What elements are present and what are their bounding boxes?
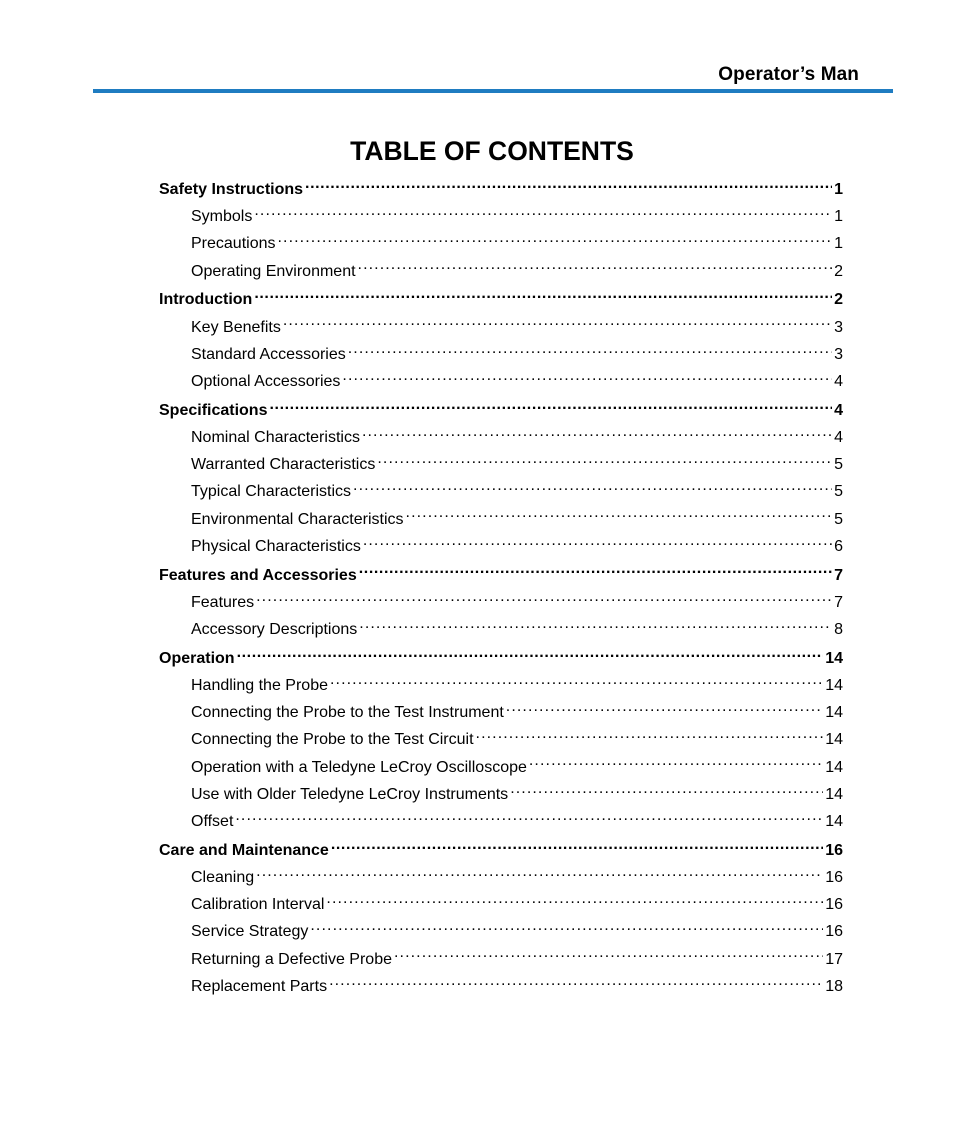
toc-section-entry[interactable] bbox=[159, 286, 843, 313]
toc-entry-page-number: 4 bbox=[834, 429, 843, 447]
toc-entry-page-number: 7 bbox=[834, 566, 843, 584]
toc-entry-page-number: 1 bbox=[834, 181, 843, 198]
header-rule bbox=[93, 89, 893, 93]
toc-subsection-entry[interactable] bbox=[159, 616, 843, 643]
toc-dot-leader bbox=[254, 288, 832, 304]
toc-section-entry[interactable] bbox=[159, 562, 843, 589]
toc-dot-leader bbox=[510, 783, 823, 799]
toc-entry-label: Operation bbox=[159, 649, 235, 667]
toc-entry-label: Features bbox=[191, 593, 255, 611]
toc-dot-leader bbox=[310, 920, 823, 936]
toc-dot-leader bbox=[359, 564, 832, 580]
toc-subsection-entry[interactable] bbox=[159, 230, 843, 257]
toc-dot-leader bbox=[348, 343, 832, 359]
toc-entry-page-number: 4 bbox=[834, 373, 843, 391]
toc-dot-leader bbox=[330, 674, 823, 690]
toc-entry-page-number: 16 bbox=[825, 841, 843, 859]
toc-dot-leader bbox=[254, 205, 832, 221]
toc-entry-label: Typical Characteristics bbox=[191, 483, 352, 501]
toc-entry-page-number: 1 bbox=[834, 208, 843, 226]
toc-subsection-entry[interactable] bbox=[159, 891, 843, 918]
toc-entry-label: Returning a Defective Probe bbox=[191, 950, 392, 968]
toc-dot-leader bbox=[377, 453, 832, 469]
running-header-title: Operator’s Man bbox=[718, 64, 859, 85]
toc-entry-label: Specifications bbox=[159, 401, 268, 419]
toc-entry-label: Physical Characteristics bbox=[191, 537, 361, 555]
toc-entry-label: Calibration Interval bbox=[191, 896, 325, 914]
toc-entry-label: Cleaning bbox=[191, 869, 255, 887]
toc-entry-page-number: 14 bbox=[825, 813, 843, 831]
toc-list bbox=[159, 176, 843, 1000]
toc-entry-page-number: 7 bbox=[834, 593, 843, 611]
toc-entry-label: Environmental Characteristics bbox=[191, 510, 404, 528]
toc-section-entry[interactable] bbox=[159, 176, 843, 203]
toc-entry-page-number: 2 bbox=[834, 262, 843, 280]
toc-subsection-entry[interactable] bbox=[159, 341, 843, 368]
toc-entry-label: Precautions bbox=[191, 235, 276, 253]
toc-dot-leader bbox=[269, 399, 832, 415]
toc-subsection-entry[interactable] bbox=[159, 808, 843, 835]
toc-subsection-entry[interactable] bbox=[159, 478, 843, 505]
toc-entry-page-number: 14 bbox=[825, 785, 843, 803]
toc-entry-page-number: 3 bbox=[834, 318, 843, 336]
toc-dot-leader bbox=[363, 535, 832, 551]
toc-dot-leader bbox=[326, 893, 823, 909]
toc-dot-leader bbox=[237, 647, 824, 663]
toc-entry-page-number: 1 bbox=[834, 235, 843, 253]
toc-entry-label: Operation with a Teledyne LeCroy Oscilloscope bbox=[191, 758, 527, 776]
toc-entry-page-number: 5 bbox=[834, 483, 843, 501]
toc-dot-leader bbox=[329, 975, 823, 991]
toc-entry-label: Accessory Descriptions bbox=[191, 621, 358, 639]
toc-subsection-entry[interactable] bbox=[159, 946, 843, 973]
toc-entry-page-number: 5 bbox=[834, 510, 843, 528]
toc-dot-leader bbox=[256, 866, 823, 882]
toc-dot-leader bbox=[342, 370, 832, 386]
toc-entry-label: Handling the Probe bbox=[191, 677, 328, 695]
toc-subsection-entry[interactable] bbox=[159, 368, 843, 395]
toc-section-entry[interactable] bbox=[159, 645, 843, 672]
toc-entry-page-number: 2 bbox=[834, 291, 843, 309]
toc-entry-label: Service Strategy bbox=[191, 923, 309, 941]
toc-dot-leader bbox=[353, 480, 832, 496]
toc-dot-leader bbox=[506, 701, 823, 717]
toc-entry-page-number: 16 bbox=[825, 923, 843, 941]
toc-subsection-entry[interactable] bbox=[159, 258, 843, 285]
toc-dot-leader bbox=[362, 426, 832, 442]
toc-entry-page-number: 14 bbox=[825, 731, 843, 749]
toc-entry-page-number: 18 bbox=[825, 977, 843, 995]
toc-subsection-entry[interactable] bbox=[159, 973, 843, 1000]
toc-subsection-entry[interactable] bbox=[159, 754, 843, 781]
toc-entry-label: Standard Accessories bbox=[191, 345, 346, 363]
toc-subsection-entry[interactable] bbox=[159, 864, 843, 891]
toc-subsection-entry[interactable] bbox=[159, 506, 843, 533]
toc-entry-label: Use with Older Teledyne LeCroy Instruments bbox=[191, 785, 509, 803]
toc-dot-leader bbox=[235, 810, 823, 826]
toc-dot-leader bbox=[283, 316, 832, 332]
toc-entry-label: Care and Maintenance bbox=[159, 841, 329, 859]
toc-entry-page-number: 16 bbox=[825, 869, 843, 887]
toc-entry-page-number: 14 bbox=[825, 677, 843, 695]
toc-entry-page-number: 4 bbox=[834, 401, 843, 419]
toc-entry-label: Warranted Characteristics bbox=[191, 456, 376, 474]
toc-subsection-entry[interactable] bbox=[159, 314, 843, 341]
toc-entry-label: Key Benefits bbox=[191, 318, 281, 336]
toc-dot-leader bbox=[358, 260, 833, 276]
toc-entry-page-number: 3 bbox=[834, 345, 843, 363]
toc-dot-leader bbox=[305, 178, 832, 194]
toc-entry-page-number: 14 bbox=[825, 704, 843, 722]
toc-dot-leader bbox=[359, 618, 832, 634]
toc-entry-label: Optional Accessories bbox=[191, 373, 341, 391]
toc-entry-page-number: 5 bbox=[834, 456, 843, 474]
toc-entry-label: Replacement Parts bbox=[191, 977, 328, 995]
toc-entry-page-number: 8 bbox=[834, 621, 843, 639]
toc-entry-page-number: 16 bbox=[825, 896, 843, 914]
toc-entry-label: Symbols bbox=[191, 208, 253, 226]
toc-dot-leader bbox=[394, 948, 823, 964]
toc-entry-label: Introduction bbox=[159, 291, 253, 309]
toc-subsection-entry[interactable] bbox=[159, 781, 843, 808]
toc-dot-leader bbox=[529, 756, 823, 772]
toc-subsection-entry[interactable] bbox=[159, 451, 843, 478]
toc-subsection-entry[interactable] bbox=[159, 726, 843, 753]
toc-subsection-entry[interactable] bbox=[159, 533, 843, 560]
toc-entry-page-number: 14 bbox=[825, 649, 843, 667]
toc-section-entry[interactable] bbox=[159, 837, 843, 864]
toc-entry-label: Connecting the Probe to the Test Instrument bbox=[191, 704, 504, 722]
toc-dot-leader bbox=[406, 508, 833, 524]
toc-entry-label: Operating Environment bbox=[191, 262, 356, 280]
toc-entry-page-number: 17 bbox=[825, 950, 843, 968]
toc-entry-label: Features and Accessories bbox=[159, 566, 357, 584]
toc-entry-page-number: 6 bbox=[834, 537, 843, 555]
toc-entry-label: Safety Instructions bbox=[159, 181, 304, 198]
toc-entry-label: Offset bbox=[191, 813, 234, 831]
toc-subsection-entry[interactable] bbox=[159, 203, 843, 230]
toc-subsection-entry[interactable] bbox=[159, 424, 843, 451]
toc-dot-leader bbox=[476, 728, 824, 744]
toc-subsection-entry[interactable] bbox=[159, 589, 843, 616]
toc-subsection-entry[interactable] bbox=[159, 918, 843, 945]
toc-subsection-entry[interactable] bbox=[159, 699, 843, 726]
toc-entry-page-number: 14 bbox=[825, 758, 843, 776]
toc-dot-leader bbox=[331, 839, 823, 855]
toc-dot-leader bbox=[256, 591, 832, 607]
toc-section-entry[interactable] bbox=[159, 397, 843, 424]
toc-subsection-entry[interactable] bbox=[159, 672, 843, 699]
toc-dot-leader bbox=[278, 232, 833, 248]
toc-title: TABLE OF CONTENTS bbox=[350, 136, 634, 166]
toc-entry-label: Connecting the Probe to the Test Circuit bbox=[191, 731, 474, 749]
toc-entry-label: Nominal Characteristics bbox=[191, 429, 360, 447]
